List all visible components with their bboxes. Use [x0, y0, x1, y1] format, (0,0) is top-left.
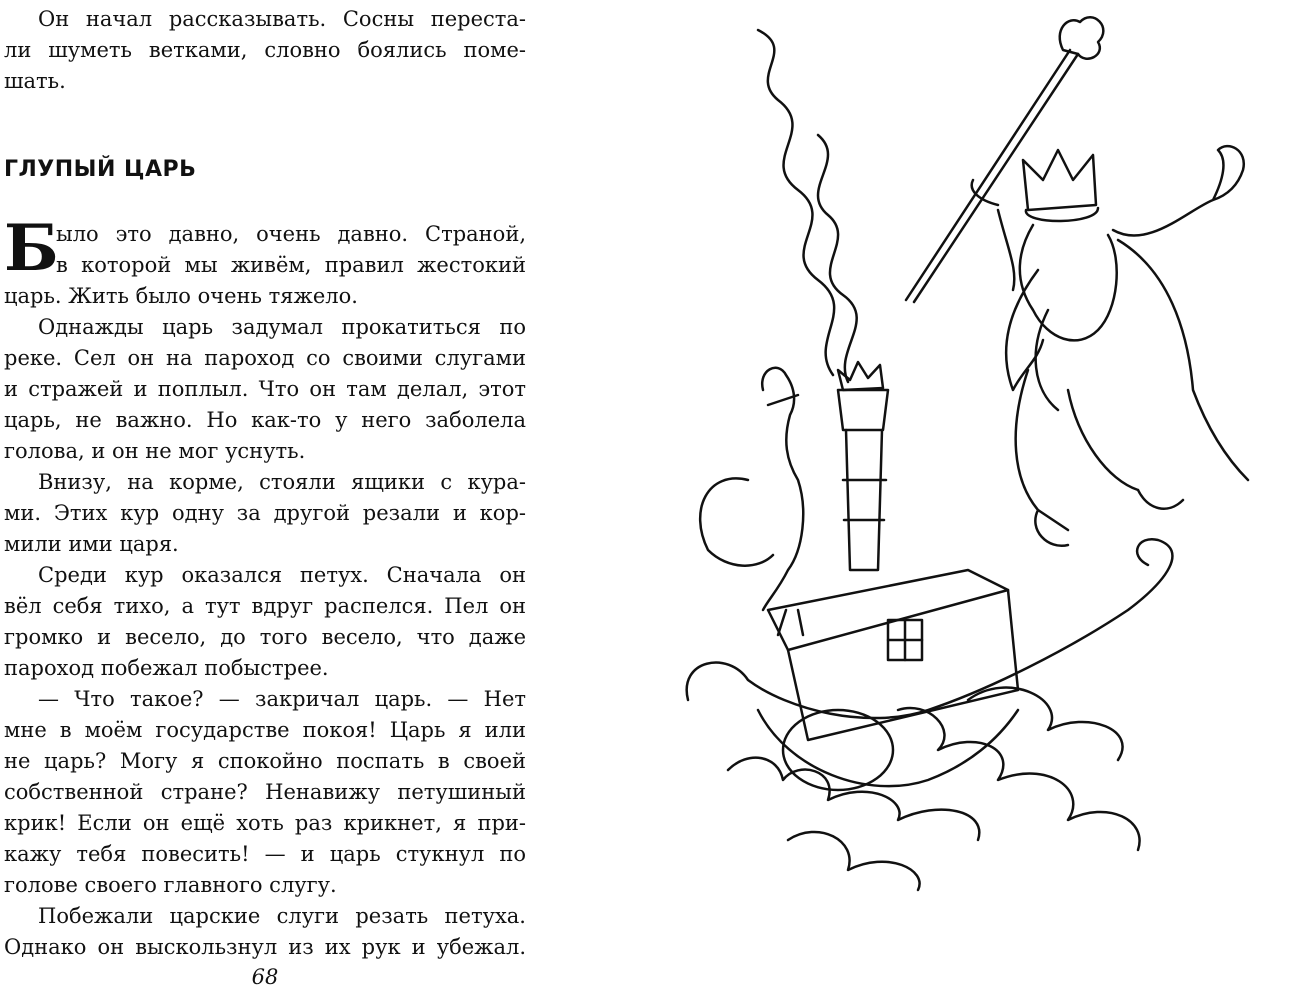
- story-title: ГЛУПЫЙ ЦАРЬ: [4, 157, 197, 182]
- paragraph-5: [4, 684, 526, 901]
- text-line: мне в моём государстве покоя! Царь я или: [4, 718, 526, 742]
- rooster: [700, 368, 803, 635]
- text-line: собственной стране? Ненавижу петушиный: [4, 780, 526, 804]
- text-line: голове своего главного слугу.: [4, 873, 337, 897]
- tsar-figure: [972, 146, 1248, 546]
- text-line: в которой мы живём, правил жестокий: [56, 253, 526, 277]
- drop-cap: Б: [4, 211, 59, 286]
- text-line: реке. Сел он на пароход со своими слугами: [4, 346, 526, 370]
- text-line: Он начал рассказывать. Сосны переста-: [38, 7, 526, 31]
- story-body: [4, 211, 526, 963]
- paragraph-4: [4, 560, 526, 684]
- tsar-on-steamboat-illustration: [668, 10, 1288, 910]
- steamboat-chimney: [838, 362, 888, 570]
- paragraph-3: [4, 467, 526, 560]
- text-line: кажу тебя повесить! — и царь стукнул по: [4, 842, 526, 866]
- text-line: Побежали царские слуги резать петуха.: [38, 904, 526, 928]
- text-line: ми. Этих кур одну за другой резали и кор-: [4, 501, 526, 525]
- text-line: Среди кур оказался петух. Сначала он: [38, 563, 526, 587]
- text-line: и стражей и поплыл. Что он там делал, этот: [4, 377, 526, 401]
- paragraph-1: [4, 211, 526, 312]
- text-line: Внизу, на корме, стояли ящики с кура-: [38, 470, 526, 494]
- text-line: царь. Жить было очень тяжело.: [4, 284, 358, 308]
- text-line: голова, и он не мог уснуть.: [4, 439, 306, 463]
- text-line: Однажды царь задумал прокатиться по: [38, 315, 526, 339]
- text-line: Однако он выскользнул из их рук и убежал.: [4, 935, 526, 959]
- text-line: вёл себя тихо, а тут вдруг распелся. Пел он: [4, 594, 526, 618]
- text-line: шать.: [4, 69, 66, 93]
- sea-waves: [728, 688, 1140, 890]
- paragraph-6: [4, 901, 526, 963]
- text-line: — Что такое? — закричал царь. — Нет: [38, 687, 526, 711]
- intro-paragraph: [4, 4, 526, 97]
- text-line: царь, не важно. Но как-то у него заболела: [4, 408, 526, 432]
- text-line: громко и весело, до того весело, что даже: [4, 625, 526, 649]
- smoke-trail: [758, 30, 857, 382]
- text-line: ли шуметь ветками, словно боялись поме-: [4, 38, 526, 62]
- text-line: ыло это давно, очень давно. Страной,: [56, 222, 526, 246]
- text-line: мили ими царя.: [4, 532, 179, 556]
- steamboat-cabin: [768, 570, 1018, 740]
- page-number: 68: [251, 965, 279, 989]
- paragraph-2: [4, 312, 526, 467]
- text-line: пароход побежал побыстрее.: [4, 656, 329, 680]
- text-line: крик! Если он ещё хоть раз крикнет, я при-: [4, 811, 526, 835]
- scepter: [906, 17, 1103, 302]
- text-line: не царь? Могу я спокойно поспать в своей: [4, 749, 526, 773]
